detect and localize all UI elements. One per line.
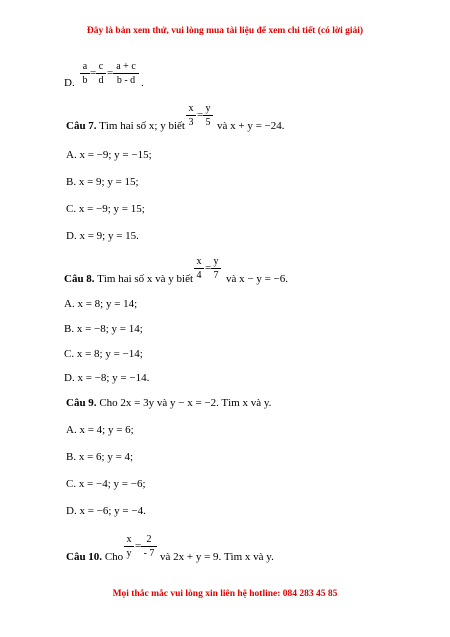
question-tail: và x + y = −24. — [217, 120, 285, 132]
fraction-y-5 — [203, 103, 213, 128]
fraction-c-d — [96, 61, 106, 86]
question-text: Cho 2x = 3y và y − x = −2. Tìm x và y. — [99, 397, 272, 409]
question-7 — [66, 120, 185, 133]
fraction-bar — [211, 268, 221, 269]
fraction-x-3 — [186, 103, 196, 128]
numerator: 2 — [146, 534, 152, 545]
numerator: x — [126, 534, 132, 545]
question-8 — [64, 273, 193, 286]
question-text: Cho — [104, 551, 124, 563]
question-9 — [66, 397, 271, 410]
fraction-a-b — [80, 61, 90, 86]
fraction-y-7 — [211, 256, 221, 281]
equals-sign: = — [205, 262, 212, 274]
hotline-banner: Mọi thắc mắc vui lòng xin liên hệ hotline: 084 283 45 85 — [112, 589, 338, 599]
fraction-x-4 — [194, 256, 204, 281]
option-a: A. x = −9; y = −15; — [66, 149, 152, 161]
fraction-x-y — [124, 534, 134, 559]
question-label: Câu 10. — [66, 551, 103, 563]
question-tail: và x − y = −6. — [226, 273, 288, 285]
option-a: A. x = 8; y = 14; — [64, 298, 138, 310]
numerator: a + c — [116, 61, 136, 72]
option-c: C. x = −9; y = 15; — [66, 203, 145, 215]
denominator: 5 — [205, 117, 211, 128]
numerator: y — [213, 256, 219, 267]
denominator: b — [82, 75, 88, 86]
fraction-bar — [194, 268, 204, 269]
denominator: - 7 — [143, 548, 155, 559]
option-d: D. x = −8; y = −14. — [64, 372, 150, 384]
equals-sign: = — [90, 67, 97, 79]
denominator: 4 — [196, 270, 202, 281]
fraction-bar — [203, 115, 213, 116]
question-10 — [66, 551, 123, 564]
fraction-sum — [113, 61, 139, 86]
denominator: d — [98, 75, 104, 86]
numerator: c — [98, 61, 104, 72]
fraction-bar — [124, 546, 134, 547]
equals-sign: = — [197, 109, 204, 121]
option-a: A. x = 4; y = 6; — [66, 424, 134, 436]
numerator: a — [82, 61, 88, 72]
equals-sign: = — [135, 540, 142, 552]
option-d: D. x = 9; y = 15. — [66, 230, 139, 242]
numerator: y — [205, 103, 211, 114]
question-label: Câu 8. — [64, 273, 95, 285]
equals-sign: = — [107, 67, 114, 79]
option-b: B. x = 6; y = 4; — [66, 451, 134, 463]
fraction-bar — [141, 546, 157, 547]
option-b: B. x = 9; y = 15; — [66, 176, 139, 188]
fraction-bar — [113, 73, 139, 74]
numerator: x — [196, 256, 202, 267]
option-c: C. x = 8; y = −14; — [64, 348, 143, 360]
denominator: y — [126, 548, 132, 559]
question-text: Tìm hai số x; y biết — [99, 120, 185, 132]
fraction-bar — [186, 115, 196, 116]
option-d-label: D. — [64, 77, 75, 89]
fraction-bar — [80, 73, 90, 74]
fraction-2-minus7 — [141, 534, 157, 559]
denominator: 3 — [188, 117, 194, 128]
numerator: x — [188, 103, 194, 114]
period: . — [141, 77, 144, 89]
denominator: b - d — [116, 75, 136, 86]
question-tail: và 2x + y = 9. Tìm x và y. — [160, 551, 274, 563]
question-label: Câu 9. — [66, 397, 97, 409]
option-d: D. x = −6; y = −4. — [66, 505, 146, 517]
fraction-bar — [96, 73, 106, 74]
option-b: B. x = −8; y = 14; — [64, 323, 143, 335]
question-text: Tìm hai số x và y biết — [97, 273, 194, 285]
option-c: C. x = −4; y = −6; — [66, 478, 146, 490]
question-label: Câu 7. — [66, 120, 97, 132]
preview-banner: Đây là bản xem thử, vui lòng mua tài liệu để xem chi tiết (có lời giải) — [86, 26, 364, 36]
denominator: 7 — [213, 270, 219, 281]
